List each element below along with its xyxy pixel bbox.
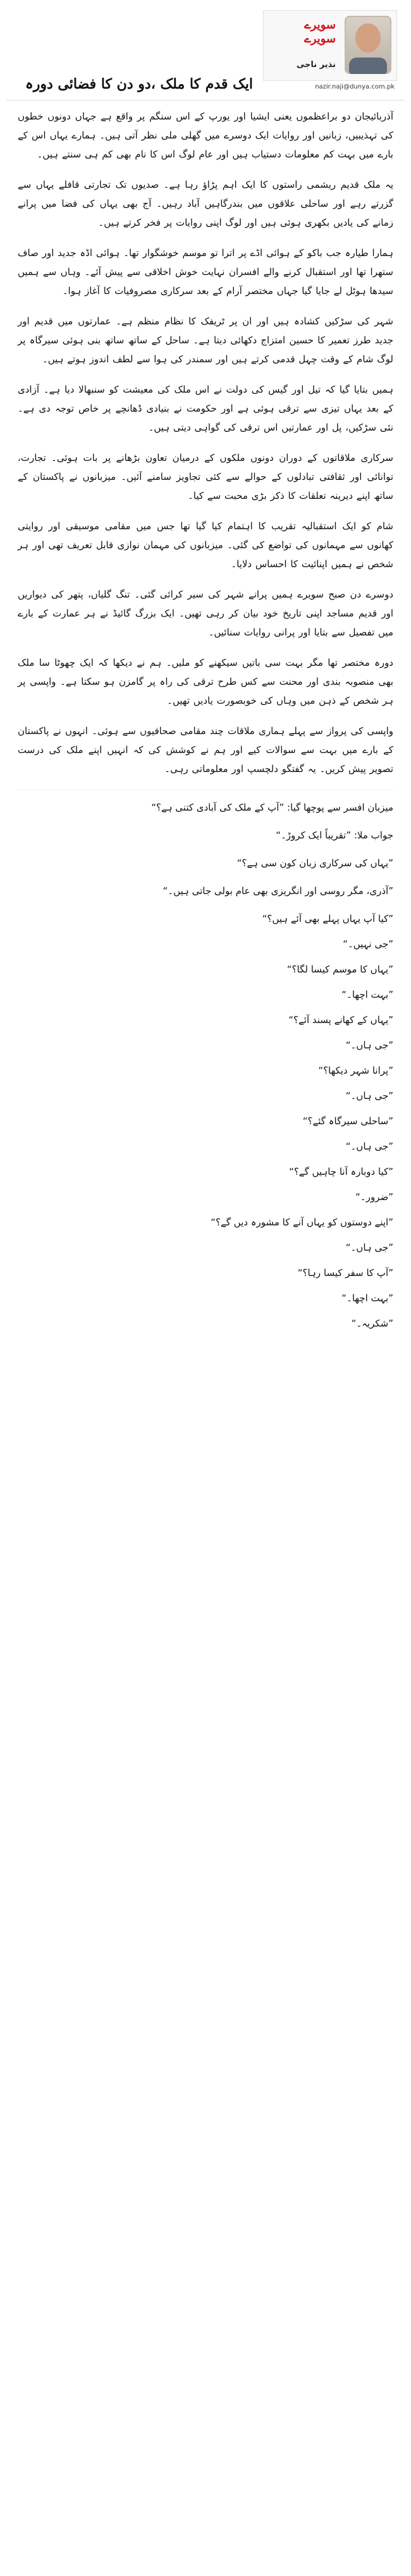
dialog-line: ”یہاں کی سرکاری زبان کون سی ہے؟“ [236,857,393,869]
short-line: ”کیا آپ یہاں پہلے بھی آئے ہیں؟“ [262,913,393,924]
short-line: ”کیا دوبارہ آنا چاہیں گے؟“ [289,1166,393,1177]
author-name: نذیر ناجی [296,60,336,70]
short-line: ”شکریہ۔“ [351,1318,393,1329]
column-title: ایک قدم کا ملک ،دو دن کا فضائی دورہ [25,76,253,92]
dialog-line: ”آذری، مگر روسی اور انگریزی بھی عام بولی جاتی ہیں۔“ [163,885,393,897]
column-logo [263,10,397,81]
dialog-line: جواب ملا: ”تقریباً ایک کروڑ۔“ [276,830,393,841]
short-line: ”پرانا شہر دیکھا؟“ [318,1065,393,1076]
author-email: nazir.naji@dunya.com.pk [315,83,395,90]
short-line: ”اپنے دوستوں کو یہاں آنے کا مشورہ دیں گے؟“ [211,1217,393,1228]
avatar-face [355,23,381,52]
avatar-body [349,58,387,74]
short-line: ”جی ہاں۔“ [345,1141,393,1152]
paragraph: ہمارا طیارہ جب باکو کے ہوائی اڈے پر اترا تو موسم خوشگوار تھا۔ ہوائی اڈہ جدید اور صاف ستھرا تھا اور استقبال کرنے والے افسران نہایت خوش اخلاقی سے پیش آئے۔ وہاں سے ہمیں سیدھا ہوٹل لے جایا گیا جہاں مختصر آرام کے بعد سرکاری مصروفیات کا آغاز ہوا۔ [18,247,393,297]
column-body [6,101,405,1333]
paragraph: سرکاری ملاقاتوں کے دوران دونوں ملکوں کے درمیان تعاون بڑھانے پر بات ہوئی۔ تجارت، توانائی اور ثقافتی تبادلوں کے حوالے سے کئی تجاویز سامنے آئیں۔ میزبانوں نے پاکستان کے ساتھ اپنے دیرینہ تعلقات کا ذکر بڑی محبت سے کیا۔ [18,452,393,501]
paragraph: شہر کی سڑکیں کشادہ ہیں اور ان پر ٹریفک کا نظام منظم ہے۔ عمارتوں میں قدیم اور جدید طرز تعمیر کا حسین امتزاج دکھائی دیتا ہے۔ ساحل کے ساتھ ساتھ بنی ہوئی سیرگاہ پر لوگ شام کے وقت چہل قدمی کرتے ہیں اور سمندر کی ہوا سے لطف اندوز ہوتے ہیں۔ [18,316,393,365]
paragraph: شام کو ایک استقبالیہ تقریب کا اہتمام کیا گیا تھا جس میں مقامی موسیقی اور روایتی کھانوں سے مہمانوں کی تواضع کی گئی۔ میزبانوں کی مہمان نوازی قابل تعریف تھی اور ہر شخص نے ہمیں اپنائیت کا احساس دلایا۔ [18,520,393,570]
short-line: ”ضرور۔“ [355,1191,393,1203]
paragraph: آذربائیجان دو براعظموں یعنی ایشیا اور یورپ کے اس سنگم پر واقع ہے جہاں دونوں خطوں کی تہذیبیں، زبانیں اور روایات ایک دوسرے میں گھلی ملی نظر آتی ہیں۔ ہمارے یہاں اس کے بارے میں بہت کم معلومات دستیاب ہیں اور عام لوگ اس کا نام بھی کم ہی سنتے ہیں۔ [18,111,393,160]
paragraph: دوسرے دن صبح سویرے ہمیں پرانے شہر کی سیر کرائی گئی۔ تنگ گلیاں، پتھر کی دیواریں اور قدیم مساجد اپنی تاریخ خود بیان کر رہی تھیں۔ ایک بزرگ گائیڈ نے ہر عمارت کے بارے میں تفصیل سے بتایا اور پرانی روایات سنائیں۔ [18,589,393,638]
short-line: ”آپ کا سفر کیسا رہا؟“ [297,1267,393,1279]
paragraph: یہ ملک قدیم ریشمی راستوں کا ایک اہم پڑاؤ رہا ہے۔ صدیوں تک تجارتی قافلے یہاں سے گزرتے رہے اور ساحلی علاقوں میں بندرگاہیں آباد رہیں۔ آج بھی یہاں کی فضا میں پرانے زمانے کی یادیں بکھری ہوئی ہیں اور لوگ اپنی روایات پر فخر کرتے ہیں۔ [18,179,393,228]
column-logo-text: سویرے سویرے [304,18,336,46]
short-line: ”یہاں کے کھانے پسند آئے؟“ [288,1014,393,1026]
short-line: ”جی ہاں۔“ [345,1090,393,1101]
paragraph: ہمیں بتایا گیا کہ تیل اور گیس کی دولت نے اس ملک کی معیشت کو سنبھالا دیا ہے۔ آزادی کے بعد یہاں تیزی سے ترقی ہوئی ہے اور حکومت نے بنیادی ڈھانچے پر خاص توجہ دی ہے۔ نئی سڑکیں، پل اور عمارتیں اس ترقی کی گواہی دیتی ہیں۔ [18,384,393,433]
short-line: ”جی ہاں۔“ [345,1242,393,1253]
dialog-line: میزبان افسر سے پوچھا گیا: ”آپ کے ملک کی آبادی کتنی ہے؟“ [151,802,393,813]
short-line: ”یہاں کا موسم کیسا لگا؟“ [286,964,393,975]
paragraph: واپسی کی پرواز سے پہلے ہماری ملاقات چند مقامی صحافیوں سے ہوئی۔ انہوں نے پاکستان کے بارے میں بہت سے سوالات کیے اور ہم نے کوشش کی کہ انہیں اپنے ملک کی درست تصویر پیش کریں۔ یہ گفتگو دلچسپ اور معلوماتی رہی۔ [18,725,393,775]
short-line: ”بہت اچھا۔“ [341,1292,393,1304]
author-avatar [345,16,391,74]
short-line: ”جی نہیں۔“ [343,938,393,950]
column-header [6,5,405,101]
short-line: ”بہت اچھا۔“ [341,989,393,1000]
short-line: ”ساحلی سیرگاہ گئے؟“ [302,1115,393,1127]
short-line: ”جی ہاں۔“ [345,1040,393,1051]
paragraph: دورہ مختصر تھا مگر بہت سی باتیں سیکھنے کو ملیں۔ ہم نے دیکھا کہ ایک چھوٹا سا ملک بھی منصوبہ بندی اور محنت سے کس طرح ترقی کی راہ پر گامزن ہو سکتا ہے۔ واپسی پر ہر شخص کے ذہن میں وہاں کی خوبصورت یادیں تھیں۔ [18,657,393,706]
